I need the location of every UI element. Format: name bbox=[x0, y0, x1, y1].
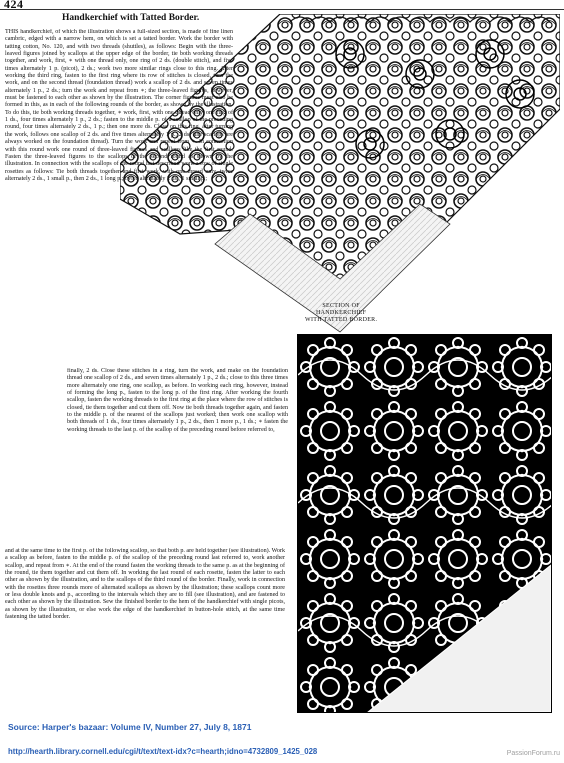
source-footer bbox=[0, 719, 564, 763]
page-number: 424 bbox=[4, 0, 24, 11]
article-body-middle: finally, 2 ds. Close these stitches in a ring, turn the work, and make on the foundation thread one scallop of 2 ds., and seven times alternately 1 p., 2 ds.; close to this three times more alternately one ring, one scallop, as before. In working each ring, however, instead of forming the long p., fasten to the long p. of the first ring. After working the fourth scallop, fasten the working threads to the first ring at the place where the row of stitches is closed, tie them together and cut them off. Now tie both threads together again, and fasten to the middle p. of the nearest of the scallops just worked; then work one scallop with both threads of 1 ds., four times alternately 1 p., 2 ds., then 1 more p., 1 ds.; ∗ fasten the working threads to the last p. of the scallop of the preceding round before referred to, bbox=[67, 368, 288, 433]
source-url-link[interactable]: http://hearth.library.cornell.edu/cgi/t/text/text-idx?c=hearth;idno=4732809_1425_028 bbox=[8, 747, 318, 756]
tatted-lace-detail-image bbox=[297, 334, 552, 713]
source-citation: Source: Harper's bazaar: Volume IV, Number 27, July 8, 1871 bbox=[8, 722, 252, 732]
caption-line-3: WITH TATTED BORDER. bbox=[305, 317, 378, 323]
article-title: Handkerchief with Tatted Border. bbox=[62, 13, 200, 23]
header-rule bbox=[0, 9, 564, 10]
article-body-upper: THIS handkerchief, of which the illustration shows a full-sized section, is made of fine linen cambric, edged with a narrow hem, on which is set a tatted border. Work the border with tatting cotton, No. 120, and with two threads (shuttles), as follows: Begin with the three-leaved figures joined by scallops at the upper edge of the border, tie both working threads together, and work, first, ∗ with one thread only, one ring of 2 ds. (double stitch), and five times alternately 1 p. (picot), 2 ds.; work two more similar rings close to this ring. After working the third ring, fasten to the first ring where its row of stitches is closed, turn the work, and on the second thread (foundation thread) work a scallop of 2 ds. and seven times alternately 1 p., 2 ds.; turn the work and repeat from ∗; the three-leaved figures, however, must be fastened to each other as shown by the illustration. The corner figures must also be formed in this, as in each of the following rounds of the border, as shown by the illustration. To do this, tie both working threads together, ∗ work, first, with one thread only, one ring of 1 ds., four times alternately 1 p., 2 ds.; fasten to the middle p. of a scallop of the preceding round, four times alternately 2 ds., 1 p.; then one more ds. Close on this ring, after turning the work, follows one scallop of 2 ds. and five times alternately 1 p., 2 ds. (the scallops are always worked on the foundation thread). Turn the work and repeat from ∗. In connection with this round work one round of three-leaved figures and scallops like the first round. Fasten the three-leaved figures to the scallops of the second round as shown by the illustration. In connection with the scallops of the round last described work a row of single rosettes as follows: Tie both threads together and first work, with one thread only, twice alternately 2 ds., 1 small p., then 2 ds., 1 long p.; twice alternately 2 ds., 1 small p.; bbox=[5, 29, 233, 182]
caption-line-1: SECTION OF bbox=[322, 303, 360, 309]
caption-line-2: HANDKERCHIEF bbox=[316, 310, 367, 316]
watermark: PassionForum.ru bbox=[506, 750, 560, 757]
article-body-lower: and at the same time to the first p. of the following scallop, so that both p. are held together (see illustration). Work a scallop as before, fasten to the middle p. of the scallop of the preceding round last referred to, work another scallop, and repeat from ∗. At the end of the round fasten the working threads to the same p. as at the beginning of the round, tie them together and cut them off. In working the last round of each rosette, fasten the latter to each other as shown by the illustration, and to the scallops of the third round of the border. Finally, work in connection with the rosettes three rounds more of alternated scallops as shown by the illustration; these scallops count more or less double knots and p., according to the intervals which they are to fill (see illustration), and are fastened to each other as shown by the illustration. Sew the finished border to the hem of the handkerchief with single picots, as shown by the illustration, or else work the edge of the handkerchief in button-hole stitch, at the same time fastening the tatted border. bbox=[5, 548, 285, 621]
illustration-caption bbox=[305, 303, 377, 324]
lace-detail-drawing bbox=[298, 335, 551, 712]
